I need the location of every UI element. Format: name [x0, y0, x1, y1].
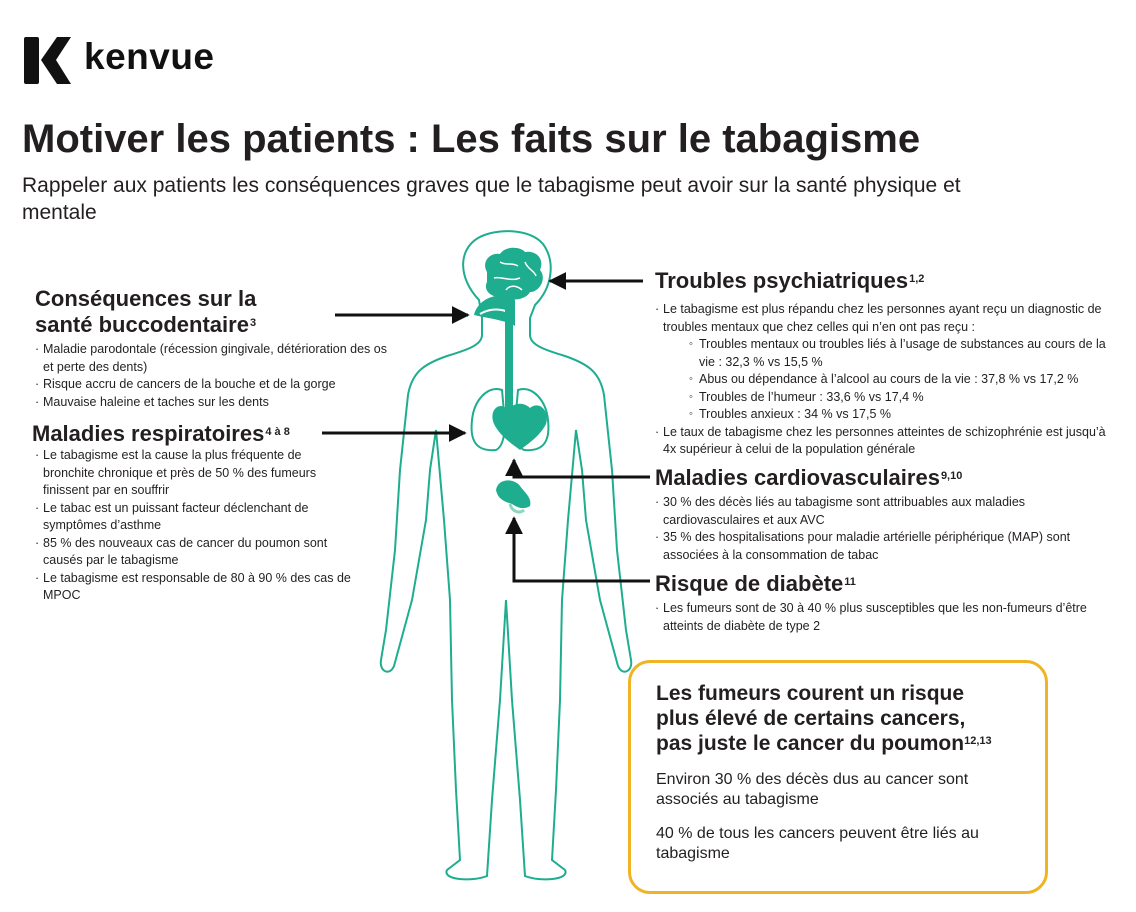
sub-list-item: ◦ Troubles mentaux ou troubles liés à l’usage de substances au cours de la vie : 32,3 % vs 15,5 % [690, 336, 1115, 371]
list-item: · Le tabagisme est responsable de 80 à 90 % des cas de MPOC [35, 570, 355, 605]
list-item: · Le taux de tabagisme chez les personnes atteintes de schizophrénie est jusqu’à 4x supérieur à celui de la population générale [655, 424, 1115, 459]
list-item: · 35 % des hospitalisations pour maladie artérielle périphérique (MAP) sont associées à la consommation de tabac [655, 529, 1105, 564]
list-item: · Mauvaise haleine et taches sur les dents [35, 394, 390, 412]
sub-list-item: ◦ Troubles anxieux : 34 % vs 17,5 % [690, 406, 1115, 424]
page-title: Motiver les patients : Les faits sur le tabagisme [22, 117, 921, 161]
callout-title: Les fumeurs courent un risque plus élevé de certains cancers, pas juste le cancer du poumon$^{12,13}$ [656, 682, 992, 755]
heart-icon [492, 404, 547, 450]
psychiatric-heading: Troubles psychiatriques$^{1,2}$ [655, 268, 925, 293]
callout-text-1: Environ 30 % des décès dus au cancer sont associés au tabagisme [656, 771, 969, 808]
diabetes-heading: Risque de diabète$^{11}$ [655, 571, 856, 596]
list-item: · 30 % des décès liés au tabagisme sont attribuables aux maladies cardiovasculaires et aux AVC [655, 494, 1105, 529]
oral-heading: Conséquences sur la santé buccodentaire$^3$ [35, 286, 257, 337]
list-item: · Maladie parodontale (récession gingivale, détérioration des os et perte des dents) [35, 341, 390, 376]
arrow-diabetes [514, 518, 650, 581]
callout-text-2: 40 % de tous les cancers peuvent être liés au tabagisme [656, 825, 979, 862]
diabetes-list [655, 600, 1105, 635]
list-item: · 85 % des nouveaux cas de cancer du poumon sont causés par le tabagisme [35, 535, 355, 570]
psychiatric-sublist [663, 336, 1115, 424]
respiratory-heading: Maladies respiratoires$^{4 à 8}$ [32, 421, 290, 446]
list-item: · Le tabac est un puissant facteur déclenchant de symptômes d’asthme [35, 500, 355, 535]
sub-list-item: ◦ Abus ou dépendance à l’alcool au cours de la vie : 37,8 % vs 17,2 % [690, 371, 1115, 389]
cardio-list [655, 494, 1105, 564]
list-item: · Les fumeurs sont de 30 à 40 % plus susceptibles que les non-fumeurs d’être atteints de diabète de type 2 [655, 600, 1105, 635]
brain-icon [485, 248, 543, 300]
trachea-icon [505, 310, 513, 420]
pancreas-icon [496, 480, 530, 508]
list-item: · Le tabagisme est plus répandu chez les personnes ayant reçu un diagnostic de troubles mentaux que chez celles qui n’en ont pas reçu : ◦ Troubles mentaux ou troubles liés à l’usage de substances au cours de la vie : 32,3 % vs 15,5 % ◦ Abus ou dépendance à l’alcool au cours de la vie : 37,8 % vs 17,2 % ◦ Troubles de l’humeur : 33,6 % vs 17,4 % ◦ Troubles anxieux : 34 % vs 17,5 % [655, 301, 1115, 424]
list-item: · Risque accru de cancers de la bouche et de la gorge [35, 376, 390, 394]
arrows [322, 281, 650, 581]
psychiatric-list [655, 301, 1115, 459]
cancer-callout [628, 660, 1048, 894]
cardio-heading: Maladies cardiovasculaires$^{9,10}$ [655, 465, 963, 490]
sub-list-item: ◦ Troubles de l’humeur : 33,6 % vs 17,4 % [690, 389, 1115, 407]
page-subtitle: Rappeler aux patients les conséquences graves que le tabagisme peut avoir sur la santé physique et mentale [22, 174, 961, 224]
respiratory-list [35, 447, 355, 605]
oral-list [35, 341, 390, 411]
brand-name: kenvue [84, 36, 215, 77]
list-item: · Le tabagisme est la cause la plus fréquente de bronchite chronique et près de 50 % des fumeurs finissent par en souffrir [35, 447, 355, 500]
